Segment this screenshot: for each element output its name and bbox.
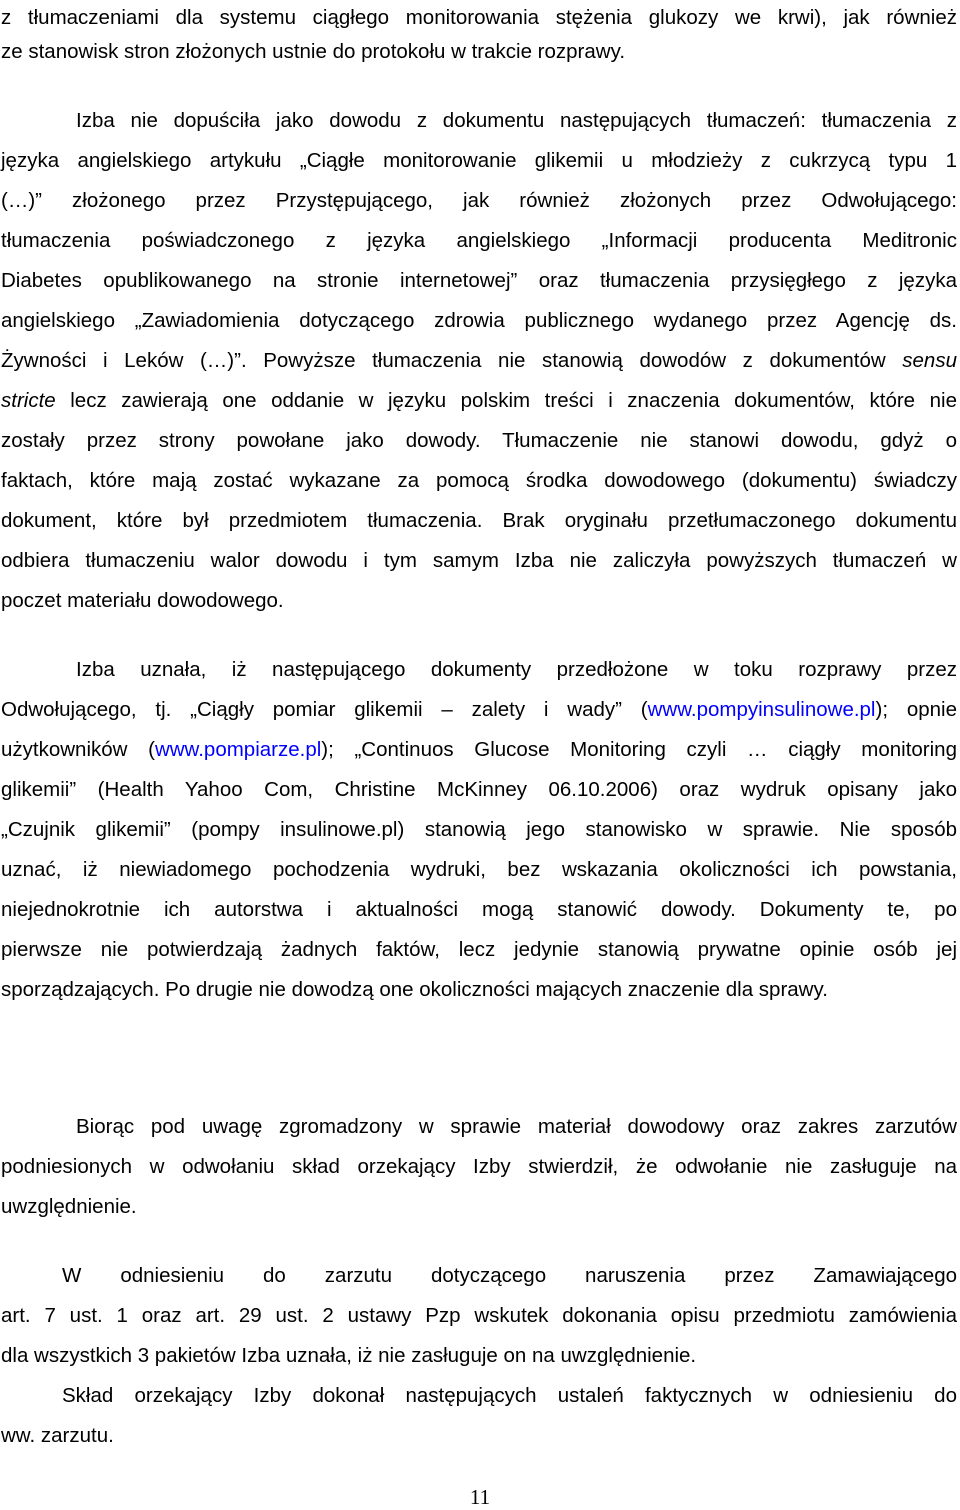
text-line: z tłumaczeniami dla systemu ciągłego monitorowania stężenia glukozy we krwi), jak również xyxy=(1,6,957,29)
text-line: faktach, które mają zostać wykazane za pomocą środka dowodowego (dokumentu) świadczy xyxy=(1,469,957,492)
website-link[interactable]: www.pompyinsulinowe.pl xyxy=(647,698,876,721)
text-span: użytkowników ( xyxy=(1,738,155,761)
website-link[interactable]: www.pompiarze.pl xyxy=(154,738,322,761)
text-line: zostały przez strony powołane jako dowody. Tłumaczenie nie stanowi dowodu, gdyż o xyxy=(1,429,957,452)
text-line: „Czujnik glikemii” (pompy insulinowe.pl) stanowią jego stanowisko w sprawie. Nie sposób xyxy=(1,818,957,841)
text-line: dla wszystkich 3 pakietów Izba uznała, iż nie zasługuje on na uwzględnienie. xyxy=(1,1344,697,1367)
text-line: Biorąc pod uwagę zgromadzony w sprawie materiał dowodowy oraz zakres zarzutów xyxy=(76,1115,957,1138)
text-line: (…)” złożonego przez Przystępującego, jak również złożonych przez Odwołującego: xyxy=(1,189,957,212)
text-line: uwzględnienie. xyxy=(1,1195,137,1218)
text-line: ze stanowisk stron złożonych ustnie do protokołu w trakcie rozprawy. xyxy=(1,40,626,63)
text-line: ww. zarzutu. xyxy=(1,1424,114,1447)
text-line: Izba uznała, iż następującego dokumenty przedłożone w toku rozprawy przez xyxy=(76,658,957,681)
text-span: Żywności i Leków (…)”. Powyższe tłumaczenia nie stanowią dowodów z dokumentów xyxy=(1,349,903,372)
text-line: poczet materiału dowodowego. xyxy=(1,589,284,612)
text-line xyxy=(1,697,957,723)
text-line: języka angielskiego artykułu „Ciągłe monitorowanie glikemii u młodzieży z cukrzycą typu 1 xyxy=(1,149,957,172)
text-span: ); opnie xyxy=(875,698,957,721)
text-line: pierwsze nie potwierdzają żadnych faktów, lecz jedynie stanowią prywatne opinie osób jej xyxy=(1,938,957,961)
text-line xyxy=(1,348,957,374)
text-line: glikemii” (Health Yahoo Com, Christine McKinney 06.10.2006) oraz wydruk opisany jako xyxy=(1,778,957,801)
text-span: ); „Continuos Glucose Monitoring czyli … ciągły monitoring xyxy=(321,738,957,761)
text-line: odbiera tłumaczeniu walor dowodu i tym samym Izba nie zaliczyła powyższych tłumaczeń w xyxy=(1,549,957,572)
text-line xyxy=(1,737,957,763)
text-line: angielskiego „Zawiadomienia dotyczącego zdrowia publicznego wydanego przez Agencję ds. xyxy=(1,309,957,332)
text-line: uznać, iż niewiadomego pochodzenia wydruki, bez wskazania okoliczności ich powstania, xyxy=(1,858,957,881)
text-line: Izba nie dopuściła jako dowodu z dokumentu następujących tłumaczeń: tłumaczenia z xyxy=(76,109,957,132)
text-line: niejednokrotnie ich autorstwa i aktualności mogą stanowić dowody. Dokumenty te, po xyxy=(1,898,957,921)
text-line: dokument, które był przedmiotem tłumaczenia. Brak oryginału przetłumaczonego dokumentu xyxy=(1,509,957,532)
text-line: sporządzających. Po drugie nie dowodzą one okoliczności mających znaczenie dla sprawy. xyxy=(1,978,828,1001)
text-line: art. 7 ust. 1 oraz art. 29 ust. 2 ustawy Pzp wskutek dokonania opisu przedmiotu zamówienia xyxy=(1,1304,957,1327)
italic-term: sensu xyxy=(902,349,957,372)
text-line: tłumaczenia poświadczonego z języka angielskiego „Informacji producenta Meditronic xyxy=(1,229,957,252)
italic-term: stricte xyxy=(1,389,56,412)
text-span: Odwołującego, tj. „Ciągły pomiar glikemii – zalety i wady” ( xyxy=(1,698,648,721)
text-line: Skład orzekający Izby dokonał następujących ustaleń faktycznych w odniesieniu do xyxy=(62,1384,957,1407)
text-line: W odniesieniu do zarzutu dotyczącego naruszenia przez Zamawiającego xyxy=(62,1264,957,1287)
text-span: lecz zawierają one oddanie w języku polskim treści i znaczenia dokumentów, które nie xyxy=(55,389,957,412)
text-line: Diabetes opublikowanego na stronie internetowej” oraz tłumaczenia przysięgłego z języka xyxy=(1,269,957,292)
page-number: 11 xyxy=(469,1485,491,1509)
text-line xyxy=(1,388,957,414)
text-line: podniesionych w odwołaniu skład orzekający Izby stwierdził, że odwołanie nie zasługuje na xyxy=(1,1155,957,1178)
